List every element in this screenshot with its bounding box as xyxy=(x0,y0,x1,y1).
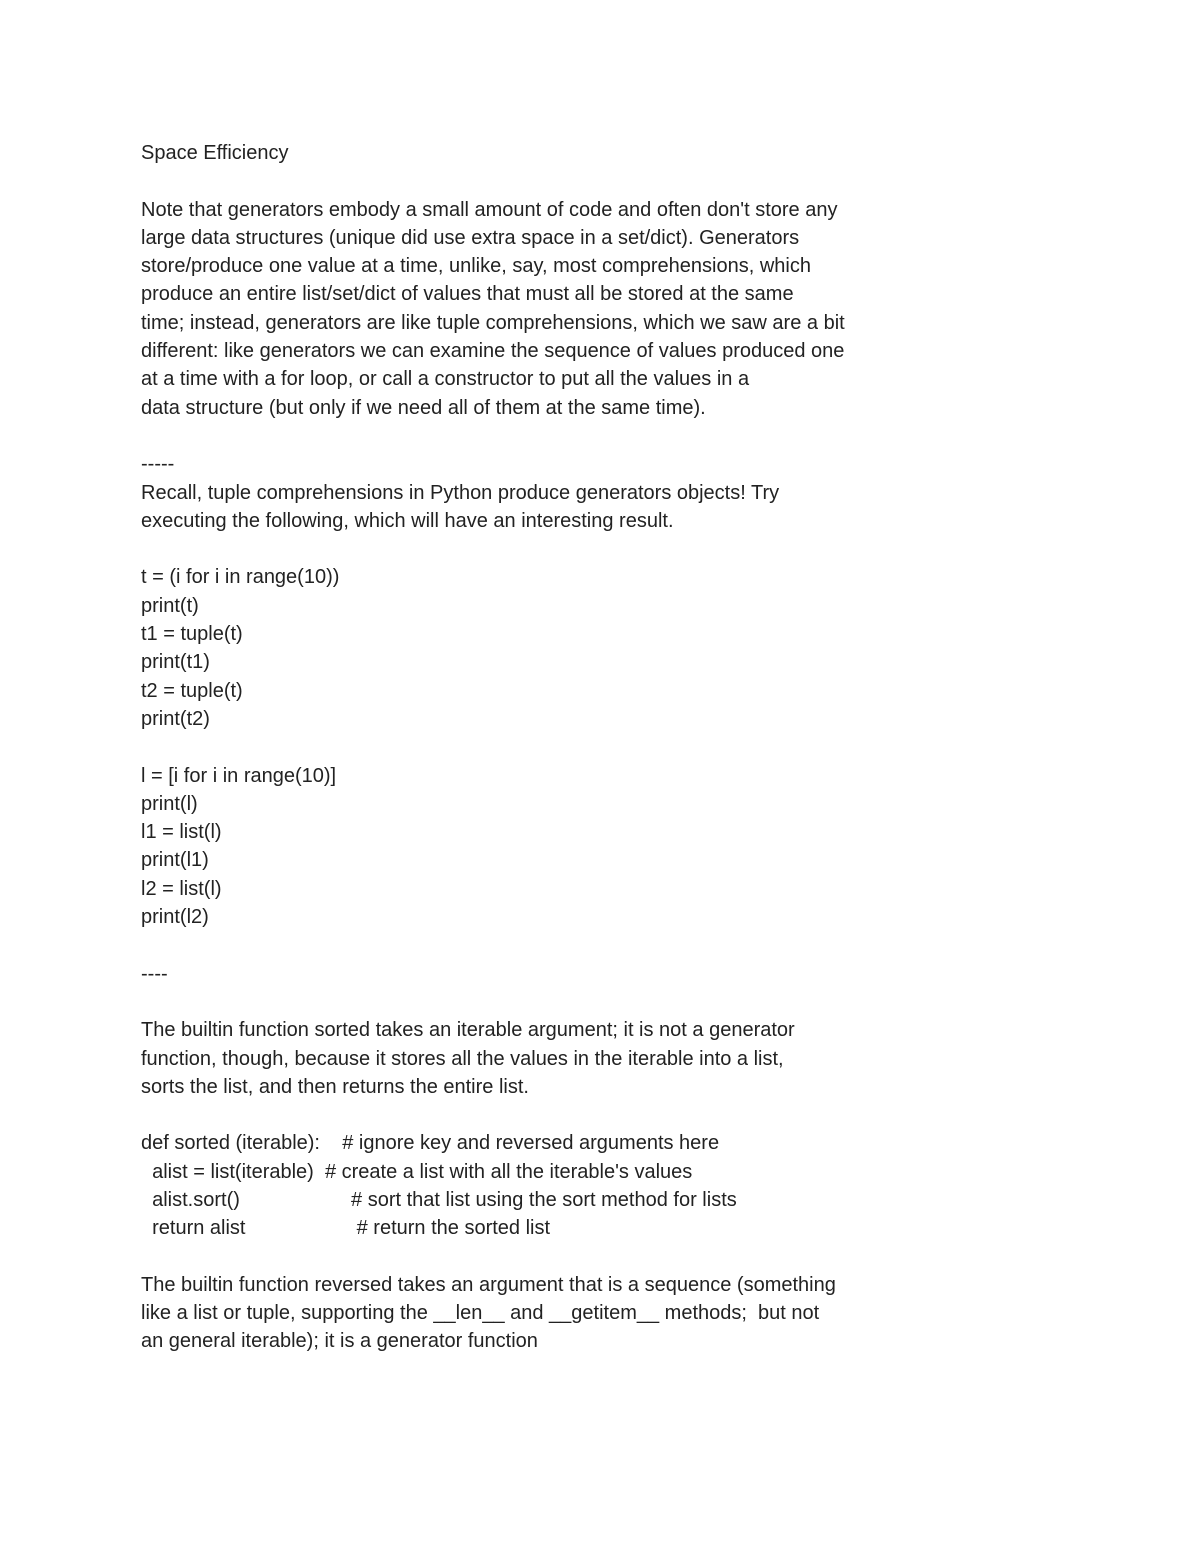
spacer xyxy=(141,1243,941,1271)
code-line: alist.sort() # sort that list using the sort method for lists xyxy=(141,1188,737,1211)
code-line: print(l) xyxy=(141,792,198,815)
spacer xyxy=(141,733,941,761)
paragraph-line: like a list or tuple, supporting the __len__ and __getitem__ methods; but not xyxy=(141,1302,820,1325)
code-block-sorted xyxy=(141,1129,941,1242)
code-line: alist = list(iterable) # create a list with all the iterable's values xyxy=(141,1160,693,1183)
code-line: print(t1) xyxy=(141,651,210,674)
code-line: l2 = list(l) xyxy=(141,877,222,900)
code-line: print(l2) xyxy=(141,906,209,929)
separator: ----- xyxy=(141,453,175,476)
code-line: l = [i for i in range(10)] xyxy=(141,764,337,787)
code-line: t1 = tuple(t) xyxy=(141,623,243,646)
spacer xyxy=(141,931,941,959)
code-line: return alist # return the sorted list xyxy=(141,1217,551,1240)
paragraph-line: large data structures (unique did use extra space in a set/dict). Generators xyxy=(141,226,800,249)
paragraph-line: sorts the list, and then returns the entire list. xyxy=(141,1075,529,1098)
code-line: print(t) xyxy=(141,594,199,617)
paragraph-line: The builtin function sorted takes an iterable argument; it is not a generator xyxy=(141,1019,795,1042)
spacer xyxy=(141,167,941,195)
paragraph-line: function, though, because it stores all the values in the iterable into a list, xyxy=(141,1047,784,1070)
separator: ---- xyxy=(141,962,168,985)
paragraph-tuple-comprehensions xyxy=(141,479,941,536)
paragraph-line: Note that generators embody a small amount of code and often don't store any xyxy=(141,198,838,221)
paragraph-line: different: like generators we can examine the sequence of values produced one xyxy=(141,340,845,363)
section-title: Space Efficiency xyxy=(141,142,289,164)
code-line: print(l1) xyxy=(141,849,209,872)
paragraph-reversed xyxy=(141,1271,941,1356)
paragraph-line: Recall, tuple comprehensions in Python produce generators objects! Try xyxy=(141,481,780,504)
paragraph-line: data structure (but only if we need all of them at the same time). xyxy=(141,396,706,419)
spacer xyxy=(141,1101,941,1129)
code-line: t = (i for i in range(10)) xyxy=(141,566,340,589)
paragraph-line: time; instead, generators are like tuple comprehensions, which we saw are a bit xyxy=(141,311,845,334)
code-line: t2 = tuple(t) xyxy=(141,679,243,702)
paragraph-line: store/produce one value at a time, unlike, say, most comprehensions, which xyxy=(141,255,811,278)
paragraph-line: at a time with a for loop, or call a constructor to put all the values in a xyxy=(141,368,750,391)
paragraph-generators-space xyxy=(141,196,941,422)
code-line: def sorted (iterable): # ignore key and reversed arguments here xyxy=(141,1132,720,1155)
paragraph-sorted xyxy=(141,1016,941,1101)
code-line: print(t2) xyxy=(141,707,210,730)
paragraph-line: produce an entire list/set/dict of values that must all be stored at the same xyxy=(141,283,794,306)
paragraph-line: an general iterable); it is a generator function xyxy=(141,1330,538,1353)
code-block-tuple xyxy=(141,563,941,733)
spacer xyxy=(141,535,941,563)
paragraph-line: The builtin function reversed takes an argument that is a sequence (something xyxy=(141,1273,836,1296)
spacer xyxy=(141,988,941,1016)
spacer xyxy=(141,422,941,450)
paragraph-line: executing the following, which will have an interesting result. xyxy=(141,509,674,532)
document-page xyxy=(141,139,941,1356)
code-block-list xyxy=(141,762,941,932)
code-line: l1 = list(l) xyxy=(141,821,222,844)
